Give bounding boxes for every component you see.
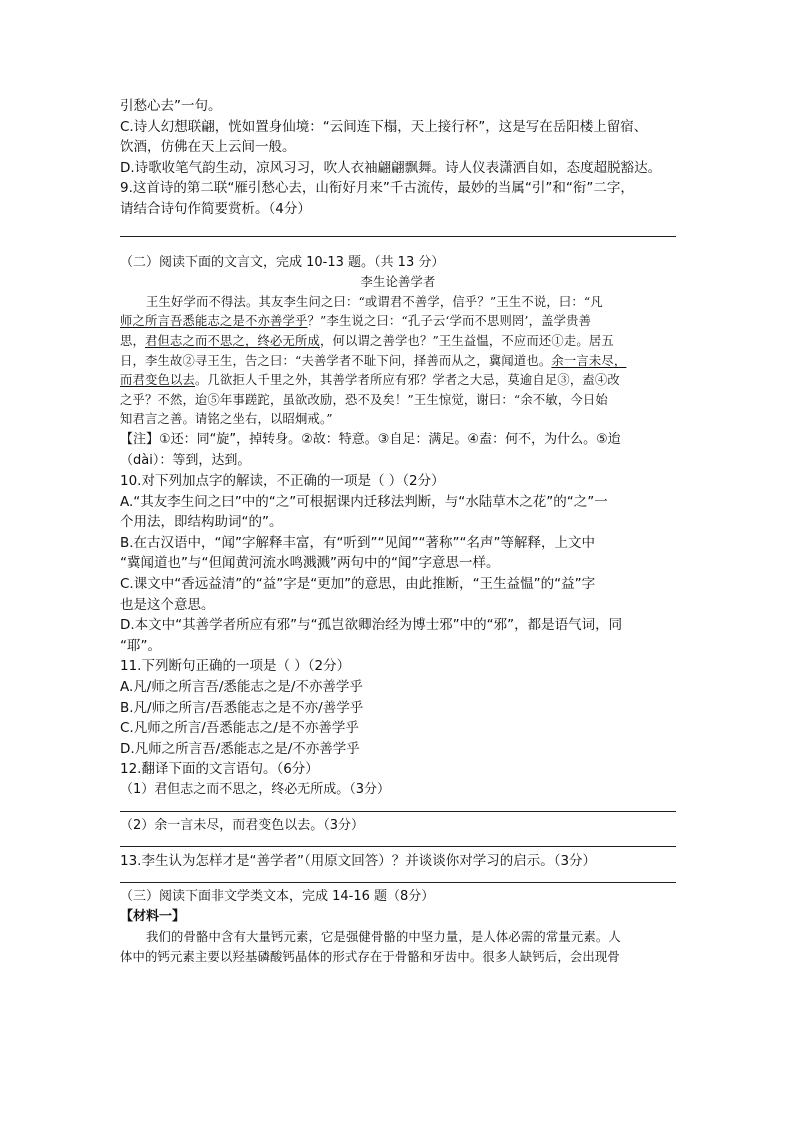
passage-line: 日，李生故②寻王生，告之曰：“夫善学者不耻下问，择善而从之，冀闻道也。余一言未尽， xyxy=(120,353,627,368)
passage-line: 之乎？不然，迨⑤年事蹉跎，虽欲改励，恐不及矣！”王生惊觉，谢曰：“余不敏，今日始 xyxy=(120,392,608,407)
option-d-line: D.诗歌收笔气韵生动，凉风习习，吹人衣袖翩翩飘舞。诗人仪表潇洒自如，态度超脱豁达。 xyxy=(120,159,662,176)
option-b: B.在古汉语中，“闻”字解释丰富，有“听到”“见闻”“著称”“名声”等解释，上文中 xyxy=(120,534,595,551)
underlined-sentence: 余一言未尽， xyxy=(551,353,627,368)
passage-line: 知君言之善。请铭之坐右，以昭炯戒。” xyxy=(120,412,333,427)
section-3-header: （三）阅读下面非文学类文本，完成 14-16 题（8分） xyxy=(120,888,435,904)
text-line: 体中的钙元素主要以羟基磷酸钙晶体的形式存在于骨骼和牙齿中。很多人缺钙后，会出现骨 xyxy=(120,949,620,964)
passage-line: 师之所言吾悉能志之是不亦善学乎？”李生说之曰：“孔子云‘学而不思则罔’，盖学贵善 xyxy=(120,314,592,329)
exam-page xyxy=(120,96,676,967)
option-d: D.本文中“其善学者所应有邪”与“孤岂欲卿治经为博士邪”中的“邪”，都是语气词，同 xyxy=(120,617,623,634)
option-c-cont: 也是这个意思。 xyxy=(120,596,215,613)
underlined-sentence: 君但志之而不思之，终必无所成 xyxy=(145,333,320,348)
annotation-note: （dài）：等到，达到。 xyxy=(120,452,251,468)
question-11: 11.下列断句正确的一项是（ ）（2分） xyxy=(120,658,351,675)
text-line: 我们的骨骼中含有大量钙元素，它是强健骨骼的中坚力量，是人体必需的常量元素。人 xyxy=(146,929,621,944)
question-13: 13.李生认为怎样才是“善学者”（用原文回答）？并谈谈你对学习的启示。（3分） xyxy=(120,853,597,870)
option-b: B.凡/师之所言/吾悉能志之是不亦/善学乎 xyxy=(120,699,364,716)
option-c: C.课文中“香远益清”的“益”字是“更加”的意思，由此推断，“王生益愠”的“益”字 xyxy=(120,576,596,593)
question-12-2: （2）余一言未尽，而君变色以去。（3分） xyxy=(120,817,365,833)
question-12: 12.翻译下面的文言语句。（6分） xyxy=(120,761,319,778)
option-a: A.凡/师之所言吾/悉能志之是/不亦善学乎 xyxy=(120,679,363,696)
question-9: 9.这首诗的第二联“雁引愁心去，山衔好月来”千古流传，最妙的当属“引”和“衔”二字， xyxy=(120,180,634,197)
option-a: A.“其友李生问之曰”中的“之”可根据课内迁移法判断，与“水陆草木之花”的“之”一 xyxy=(120,493,608,510)
option-c: C.凡师之所言/吾悉能志之/是不亦善学乎 xyxy=(120,720,359,737)
passage-title: 李生论善学者 xyxy=(360,275,436,290)
underlined-sentence: 师之所言吾悉能志之是不亦善学乎 xyxy=(120,314,308,329)
annotation-note: 【注】①还：同“旋”，掉转身。②故：特意。③自足：满足。④盍：何不，为什么。⑤迨 xyxy=(120,431,621,447)
option-c-line: C.诗人幻想联翩，恍如置身仙境：“云间连下榻，天上接行杯”，这是写在岳阳楼上留宿、 xyxy=(120,118,648,135)
question-12-1: （1）君但志之而不思之，终必无所成。（3分） xyxy=(120,782,391,797)
text-line: 引愁心去”一句。 xyxy=(120,98,222,114)
passage-line: 思，君但志之而不思之，终必无所成，何以谓之善学也？”王生益愠，不应而还①走。居五 xyxy=(120,333,614,348)
question-9-cont: 请结合诗句作简要赏析。（4分） xyxy=(120,200,311,217)
underlined-sentence: 而君变色以去 xyxy=(120,373,195,388)
passage-line: 王生好学而不得法。其友李生问之曰：“或谓君不善学，信乎？”王生不说，曰：“凡 xyxy=(146,294,603,309)
section-2-header: （二）阅读下面的文言文，完成 10-13 题。（共 13 分） xyxy=(120,254,445,270)
option-d-cont: “耶”。 xyxy=(120,637,161,654)
material-label: 【材料一】 xyxy=(120,909,186,925)
text-line: 饮酒，仿佛在天上云间一般。 xyxy=(120,139,296,156)
option-d: D.凡师之所言吾/悉能志之是/不亦善学乎 xyxy=(120,740,360,757)
option-a-cont: 个用法，即结构助词“的”。 xyxy=(120,514,283,531)
question-10: 10.对下列加点字的解读，不正确的一项是（ ）（2分） xyxy=(120,473,445,490)
option-b-cont: “冀闻道也”与“但闻黄河流水鸣溅溅”两句中的“闻”字意思一样。 xyxy=(120,555,500,572)
passage-line: 而君变色以去。几欲拒人千里之外，其善学者所应有邪？学者之大忌，莫逾自足③，盍④改 xyxy=(120,373,620,388)
